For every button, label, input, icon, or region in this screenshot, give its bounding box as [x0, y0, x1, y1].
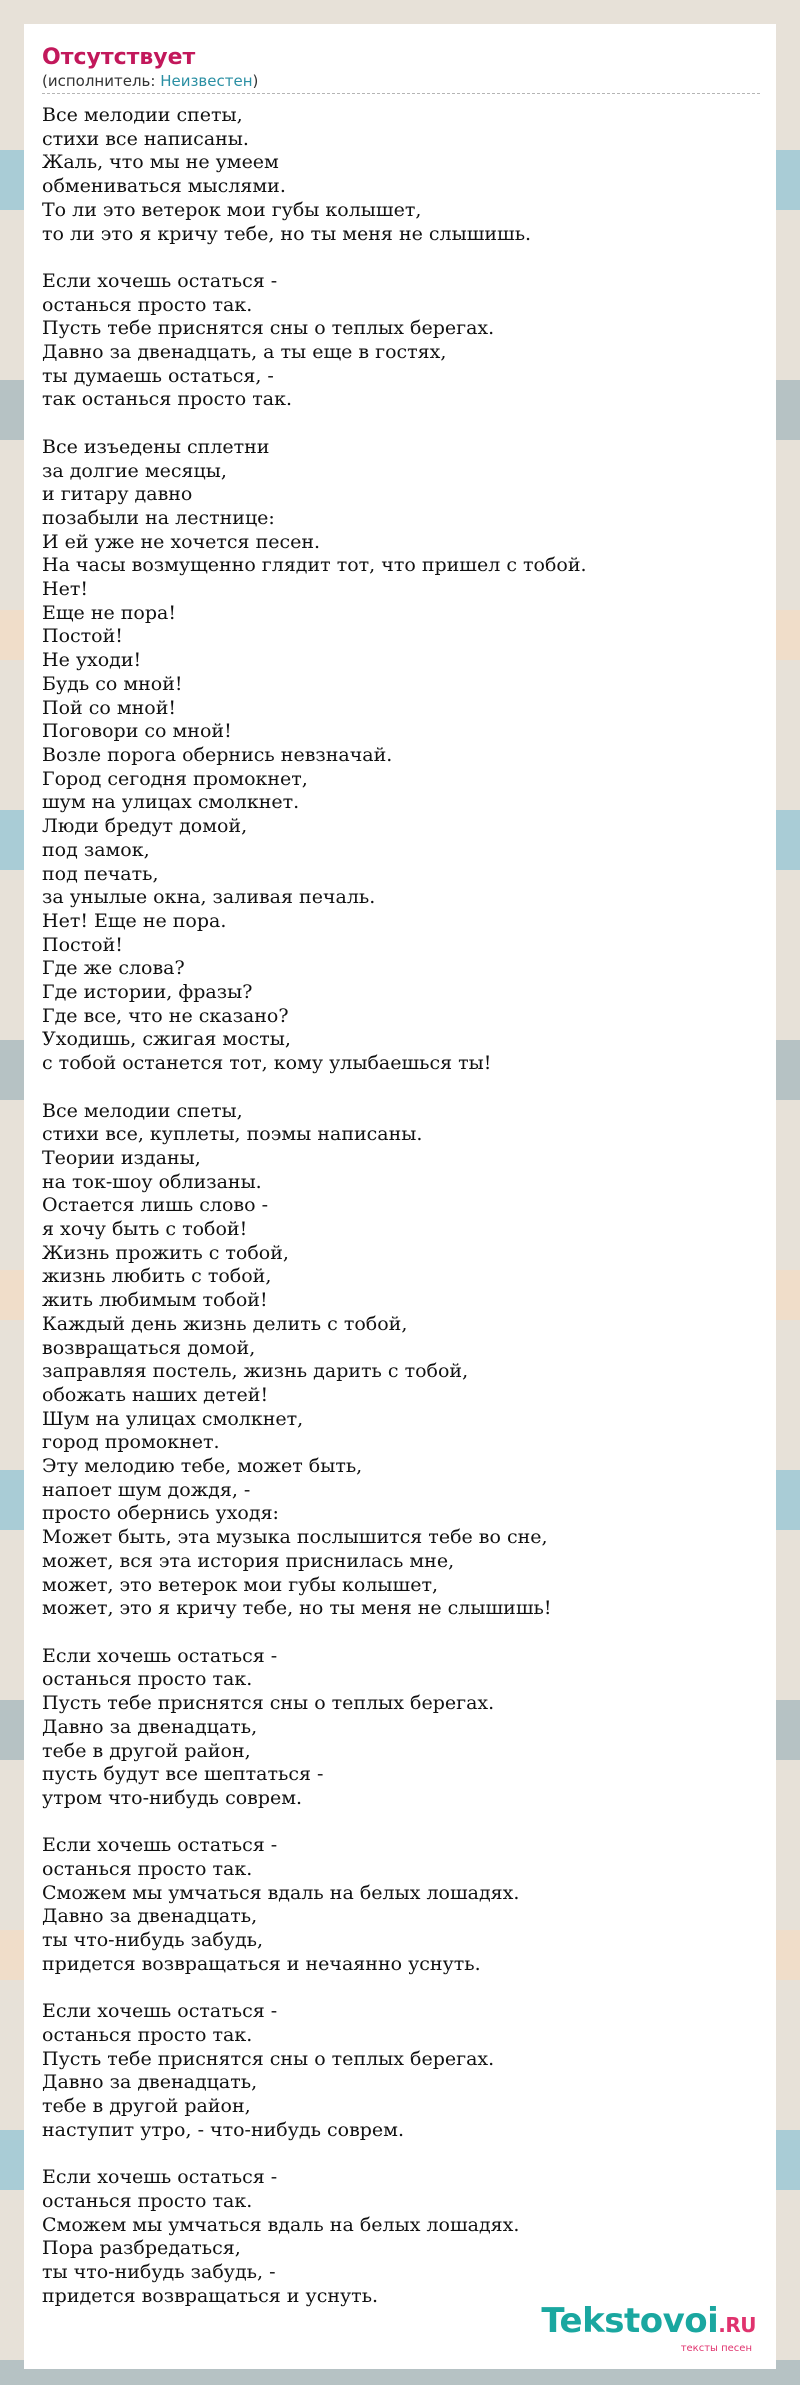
logo-wordmark: [541, 2303, 756, 2343]
lyrics-panel: [24, 24, 776, 2369]
song-header: [42, 44, 760, 94]
lyrics-text: Все мелодии спеты, стихи все написаны. Жаль, что мы не умеем обмениваться мыслями. То ли это ветерок мои губы колышет, то ли это я кричу тебе, но ты меня не слышишь. Если хочешь остаться - останься просто так. Пусть тебе приснятся сны о теплых берегах. Давно за двенадцать, а ты еще в гостях, ты думаешь остаться, - так останься просто так. Все изъедены сплетни за долгие месяцы, и гитару давно позабыли на лестнице: И ей уже не хочется песен. На часы возмущенно глядит тот, что пришел с тобой. Нет! Еще не пора! Постой! Не уходи! Будь со мной! Пой со мной! Поговори со мной! Возле порога обернись невзначай. Город сегодня промокнет, шум на улицах смолкнет. Люди бредут домой, под замок, под печать, за унылые окна, заливая печаль. Нет! Еще не пора. Постой! Где же слова? Где истории, фразы? Где все, что не сказано? Уходишь, сжигая мосты, с тобой останется тот, кому улыбаешься ты! Все мелодии спеты, стихи все, куплеты, поэмы написаны. Теории изданы, на ток-шоу облизаны. Остается лишь слово - я хочу быть с тобой! Жизнь прожить с тобой, жизнь любить с тобой, жить любимым тобой! Каждый день жизнь делить с тобой, возвращаться домой, заправляя постель, жизнь дарить с тобой, обожать наших детей! Шум на улицах смолкнет, город промокнет. Эту мелодию тебе, может быть, напоет шум дождя, - просто обернись уходя: Может быть, эта музыка послышится тебе во сне, может, вся эта история приснилась мне, может, это ветерок мои губы колышет, может, это я кричу тебе, но ты меня не слышишь! Если хочешь остаться - останься просто так. Пусть тебе приснятся сны о теплых берегах. Давно за двенадцать, тебе в другой район, пусть будут все шептаться - утром что-нибудь соврем. Если хочешь остаться - останься просто так. Сможем мы умчаться вдаль на белых лошадях. Давно за двенадцать, ты что-нибудь забудь, придется возвращаться и нечаянно уснуть. Если хочешь остаться - останься просто так. Пусть тебе приснятся сны о теплых берегах. Давно за двенадцать, тебе в другой район, наступит утро, - что-нибудь соврем. Если хочешь остаться - останься просто так. Сможем мы умчаться вдаль на белых лошадях. Пора разбредаться, ты что-нибудь забудь, - придется возвращаться и уснуть.: [42, 104, 587, 2307]
site-logo[interactable]: [541, 2303, 756, 2355]
artist-prefix: (исполнитель:: [42, 72, 161, 90]
logo-main-text: Tekstovoi: [541, 2301, 719, 2341]
artist-link[interactable]: Неизвестен: [160, 72, 253, 90]
logo-tld: .RU: [718, 2313, 756, 2337]
artist-line: [42, 72, 760, 91]
artist-suffix: ): [252, 72, 259, 90]
logo-subtitle: тексты песен: [680, 2343, 752, 2354]
song-title: Отсутствует: [42, 45, 196, 70]
